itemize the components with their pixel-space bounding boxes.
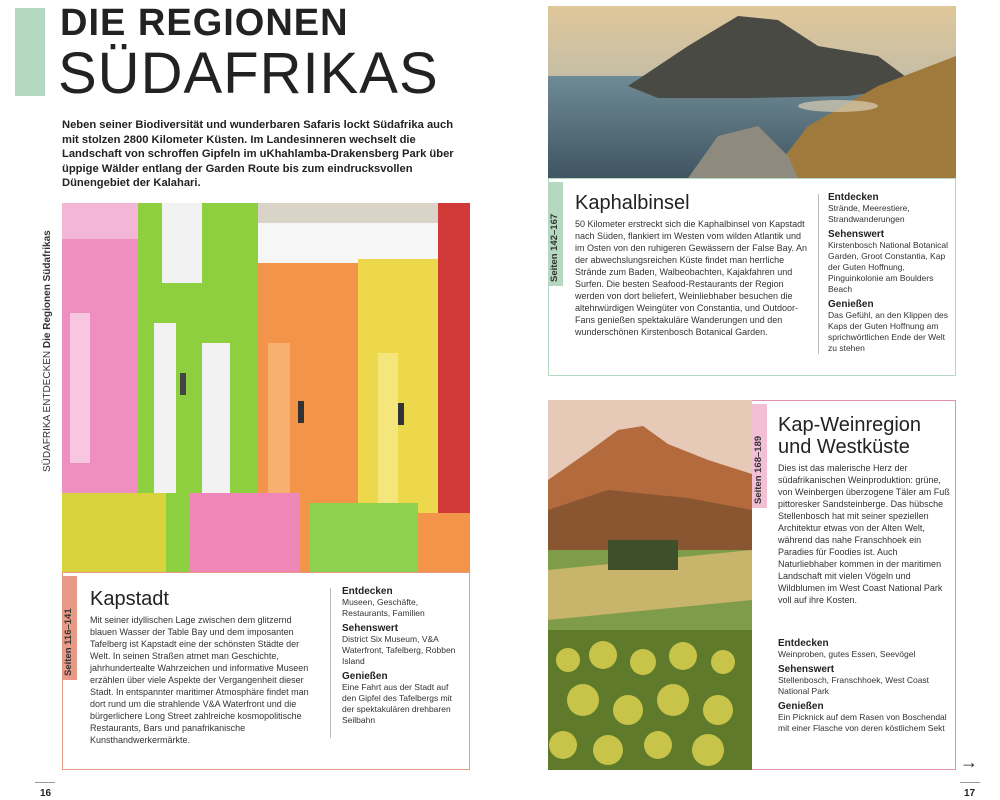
column-divider	[818, 194, 819, 354]
value-sehenswert: Stellenbosch, Franschhoek, West Coast National Park	[778, 675, 930, 696]
sidebar-weinregion	[778, 634, 950, 734]
label-entdecken: Entdecken	[778, 638, 829, 649]
section-text-weinregion: Dies ist das malerische Herz der südafrikanischen Weinproduktion: grüne, von Weinbergen überzogene Täler am Fuß pittoresker Sandsteinberge. Das hübsche Stellenbosch hat mit seiner speziellen Architektur etwas von der Alten Welt, während das nahe Franschhoek ein Paradies für Foodies ist. Auch Naturliebhaber kommen in der maritimen Landschaft mit vielen Vögeln und Wildblumen im West Coast National Park voll auf ihre Kosten.	[778, 463, 950, 605]
page-title-line1: DIE REGIONEN	[60, 2, 349, 44]
running-head-title: Die Regionen Südafrikas	[42, 230, 53, 349]
column-divider	[330, 588, 331, 738]
value-entdecken: Museen, Geschäfte, Restaurants, Familien	[342, 597, 425, 618]
label-sehenswert: Sehenswert	[828, 229, 885, 240]
accent-bar	[15, 8, 45, 96]
page-ref-tab-kaphalbinsel	[548, 182, 563, 286]
page-ref-kapstadt: Seiten 116–141	[63, 608, 74, 676]
page-number-left: 16	[40, 788, 52, 799]
value-sehenswert: District Six Museum, V&A Waterfront, Tafelberg, Robben Island	[342, 634, 456, 666]
value-geniessen: Ein Picknick auf dem Rasen von Boschendal mit einer Flasche von deren köstlichem Sekt	[778, 712, 947, 733]
section-text-kaphalbinsel: 50 Kilometer erstreckt sich die Kaphalbinsel von Kapstadt nach Süden, flankiert im Westen vom wilden Atlantik und im Osten von den ruhigeren Gewässern der False Bay. An der abwechslungsreichen Küste findet man herrliche Strände zum Baden, Walbeobachten, Kajakfahren und Surfen. Die besten Seafood-Restaurants der Region werden von dort beliefert, Weinliebhaber besuchen die altehrwürdigen Weingüter von Constantia, und Outdoor-Fans genießen spektakuläre Wanderungen und den wunderschönen Kirstenbosch Botanical Garden.	[575, 219, 807, 337]
section-title-kaphalbinsel: Kaphalbinsel	[575, 192, 690, 214]
value-geniessen: Das Gefühl, an den Klippen des Kaps der Guten Hoffnung am sprichwörtlichen Ende der Welt zu stehen	[828, 310, 949, 353]
page-ref-tab-weinregion	[752, 404, 767, 508]
running-head-prefix: SÜDAFRIKA ENTDECKEN	[42, 350, 53, 472]
label-sehenswert: Sehenswert	[342, 623, 399, 634]
section-title-weinregion: Kap-Weinregion und Westküste	[778, 414, 922, 458]
sidebar-kapstadt	[342, 582, 464, 726]
sidebar-kaphalbinsel	[828, 188, 952, 354]
value-entdecken: Strände, Meerestiere, Strandwanderungen	[828, 203, 910, 224]
value-entdecken: Weinproben, gutes Essen, Seevögel	[778, 649, 916, 659]
page-ref-kaphalbinsel: Seiten 142–167	[549, 213, 560, 282]
section-title-kapstadt: Kapstadt	[90, 588, 169, 610]
footer-rule-left	[35, 782, 55, 783]
value-geniessen: Eine Fahrt aus der Stadt auf den Gipfel des Tafelbergs mit der spektakulären drehbaren Seilbahn	[342, 682, 452, 725]
page-ref-tab-kapstadt	[62, 576, 77, 680]
photo-bokaap-houses	[62, 203, 470, 573]
page-number-right: 17	[964, 788, 976, 799]
value-sehenswert: Kirstenbosch National Botanical Garden, Groot Constantia, Kap der Guten Hoffnung, Pinguinkolonie am Boulders Beach	[828, 240, 949, 294]
label-geniessen: Genießen	[828, 299, 874, 310]
label-geniessen: Genießen	[342, 671, 388, 682]
label-entdecken: Entdecken	[828, 192, 879, 203]
running-head	[42, 230, 53, 472]
intro-paragraph: Neben seiner Biodiversität und wunderbaren Safaris lockt Südafrika auch mit stolzen 2800 Kilometer Küsten. Im Landesinneren wechselt die Landschaft von schroffen Gipfeln im uKhahlamba-Drakensberg Park über üppige Wälder entlang der Garden Route bis zum eindrucksvollen Dünengebiet der Kalahari.	[62, 119, 454, 190]
photo-vineyards	[548, 400, 752, 770]
section-text-kapstadt: Mit seiner idyllischen Lage zwischen dem glitzernd blauen Wasser der Table Bay und dem imposanten Tafelberg ist Kapstadt eine der schönsten Städte der Welt. In seinen Straßen atmet man Geschichte, jahrhundertealte Wahrzeichen und informative Museen erzählen über viele Aspekte der Vergangenheit dieser Stadt. In entspannter maritimer Atmosphäre findet man dort rund um die strahlende V&A Waterfront und die bürgerlichere Long Street zahlreiche kosmopolitische Restaurants, Bars und panafrikanische Kunsthandwerkermärkte.	[90, 615, 309, 745]
page-title-line2: SÜDAFRIKAS	[58, 41, 439, 106]
label-sehenswert: Sehenswert	[778, 664, 835, 675]
page-ref-weinregion: Seiten 168–189	[753, 435, 764, 504]
footer-rule-right	[960, 782, 980, 783]
next-page-arrow-icon[interactable]: →	[960, 752, 978, 772]
label-geniessen: Genießen	[778, 701, 824, 712]
label-entdecken: Entdecken	[342, 586, 393, 597]
photo-cape-peninsula	[548, 6, 956, 178]
